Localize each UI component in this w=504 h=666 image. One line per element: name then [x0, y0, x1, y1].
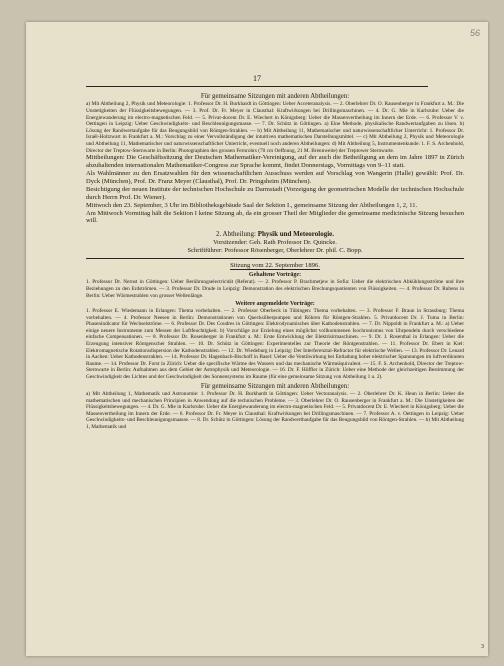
section2-title-bold: Physik und Meteorologie.	[257, 230, 335, 239]
vormittag-paragraph: Am Mittwoch Vormittag hält die Sektion I keine Sitzung ab, da ein grosser Theil der Mitglieder die gemeinsame medicinische Sitzung besuchen will.	[86, 209, 464, 225]
pencil-annotation: 56	[469, 28, 480, 38]
gehaltene-list: 1. Professor Dr. Nernst in Göttingen: Ueber Berührungselectricität (Referat). — 2. Professor P. Brachmetjew in Sofia: Ueber die elektrischen Abkühlungsströme und ihre Beziehungen zu den Erdströmen. — 3. Professor Dr. Drude in Leipzig: Demonstration des elektrischen Brechungsquotienten von Flüssigkeiten. — 4. Professor Dr. Rubens in Berlin: Ueber Wärmestrahlen von grosser Wellenlänge.	[86, 279, 464, 299]
page-content	[86, 91, 464, 431]
gehaltene-label: Gehaltene Vorträge:	[248, 272, 302, 279]
section2-chair: Vorsitzender: Geh. Rath Professor Dr. Quincke.	[213, 239, 337, 247]
section1-heading: Für gemeinsame Sitzungen mit anderen Abtheilungen:	[200, 93, 350, 100]
ausschuss-paragraph: Als Wahlmänner zu den Ersatzwahlen für den wissenschaftlichen Ausschuss werden auf Vorschlag von Wangerin (Halle) gewählt: Prof. Dr. Dyck (München), Prof. Dr. Franz Meyer (Clausthal), Prof. Dr. Pringsheim (München).	[86, 169, 464, 185]
section2-title-prefix: 2. Abtheilung:	[215, 230, 256, 239]
section-divider	[86, 258, 464, 259]
signature-mark: 3	[481, 644, 484, 650]
weitere-list: 1. Professor E. Wiedemann in Erlangen: Thema vorbehalten. — 2. Professor Oberbeck in Tübingen: Thema vorbehalten. — 3. Professor F. Braun in Strassburg: Thema vorbehalten. — 4. Professor Neesen in Berlin: Demonstrationen von Quecksilberpumpen und Röhren für Röntgen-Strahlen. 5. Privatdocent Dr. J. Tuma in Berlin: Phasenindicator für Wechselströme. — 6. Professor Dr. Des Coudres in Göttingen: Elektrodynamisches über Kathodenstrahlen. — 7. Dr. Nippoldt in Frankfurt a. M.: a) Ueber einige neuere Instrumente zum Messen der Luftfeuchtigkeit. b) Vorschläge zur Erzielung eines möglichst vollkommenen Isochronismus von Uhrpendeln durch verschiedene einfache Compensationen. — 8. Professor Dr. Rosenberger in Frankfurt a. M.: Erste Entwicklung der Elektrisirmaschinen. — 9. Dr. J. Rosenthal in Erlangen: Ueber die Erzeugung intensiver Röntgenscher Strahlen. — 10. Dr. Schütz in Göttingen: Experimentelles zur Theorie der Röntgenstrahlen. — 11. Professor Dr. Ebert in Kiel: Elektromagnetische Rotationsdispersion der Kathodenstrahlen. — 12. Dr. Wiedeburg in Leipzig: Der Interferenztal-Refractor für elektrische Wellen. — 13. Professor Dr. Lenard in Aachen: Ueber Kathodenstrahlen. — 14. Professor Dr. Hagenbach-Bischoff in Basel: Ueber die Ventilwirkung bei Entladung hoher elektrischer Spannungen im luftverdünnten Raume. — 14. Professor Dr. Forst in Zürich: Ueber die specifische Wärme des Wassers und das mechanische Wärmeäquivalent. — 15. F. S. Archenhold, Director der Treptow-Sternwarte in Berlin: Aufnahmen aus dem Gebiet der Astrophysik und Meteorologie. — 16. Dr. F. Höffler in Zürich: Ueber eine Methode der gleichzeitigen Bestimmung der Geschwindigkeit des Lichtes und der Geschwindigkeit des Sonnensystems im Raume (für eine gemeinsame Sitzung von Abtheilung 1 u. 2).	[86, 308, 464, 381]
gemeinsame-list: a) Mit Abtheilung 1, Mathematik und Astronomie: 1. Professor Dr. H. Burkhardt in Göttingen: Ueber Vectoranalysis. — 2. Oberlehrer Dr. K. Heun in Berlin: Ueber die mathematischen und mechanischen Principien in Anwendung auf die technischen Probleme. — 3. Oberlehrer Dr. O. Rausenberger in Frankfurt a. M.: Die Unstetigkeiten der Flüssigkeitsbewegungen. — 4. Dr. G. Mie in Karlsruhe: Ueber die Energiewanderung im electro-magnetischen Feld. — 5. Privatdocent Dr. E. Wiechert in Königsberg: Ueber die Massenvertheilung im Innern der Erde. — 6. Professor Dr. Fr. Meyer in Clausthal: Kraftwirkungen bei Drillingsmaschinen. — 7. Professor A. v. Oettingen in Leipzig: Ueber Geschwindigkeits- und Beschleunigungsmaasse. — 8. Dr. Schütz in Göttingen: Lösung der Randwerthaufgabe für das Beugungsbild von Röntgen-Strahlen. — b) Mit Abtheilung 1, Mathematik und	[86, 391, 464, 430]
section2-title	[86, 230, 464, 239]
section2-secretaries: Schriftführer: Professor Rösenberger, Oberlehrer Dr. phil. C. Bopp.	[187, 247, 363, 255]
session-date	[86, 262, 464, 270]
session-date-text: Sitzung vom 22. September 1896.	[230, 262, 320, 270]
document-page	[26, 22, 488, 656]
weitere-label: Weitere angemeldete Vorträge:	[235, 301, 315, 308]
mittheilungen-paragraph: Mittheilungen: Die Geschäftssitzung der Deutschen Mathematiker-Vereinigung, auf der auch die Betheiligung an dem im Jahre 1897 in Zürich abzuhaltenden internationalen Mathematiker-Congress zur Sprache kommt, findet Donnerstags, Vormittags von 9–11 statt.	[86, 154, 464, 170]
mittwoch-paragraph: Mittwoch den 23. September, 3 Uhr im Bibliotheksgebäude Saal der Sektion I., gemeinsame Sitzung der Abtheilungen 1, 2, 11.	[86, 201, 418, 209]
header-rule	[86, 86, 428, 87]
besichtigung-paragraph: Besichtigung der neuen Institute der technischen Hochschule zu Darmstadt (Vorzeigung der geometrischen Modelle der technischen Hochschule durch Herrn Prof. Dr. Wiener).	[86, 185, 464, 201]
page-number: 17	[253, 74, 261, 83]
gemeinsame-heading: Für gemeinsame Sitzungen mit anderen Abtheilungen:	[200, 382, 350, 390]
section1-paragraph: a) Mit Abtheilung 2, Physik und Meteorologie: 1. Professor Dr. H. Burkhardt in Göttingen: Ueber Acceteranalysis. — 2. Oberlehrer Dr. O. Rausenberger in Frankfurt a. M.: Die Unstetigkeiten der Flüssigkeitsbewegungen. — 3. Prof. Dr. Fr. Meyer in Clausthal: Kraftwirkungen bei Drillingsmaschinen. — 4. Dr. G. Mie in Karlsruhe: Ueber die Energiewanderung im electro-magnetischen Feld. — 5. Privat-docent Dr. E. Wiechert in Königsberg: Ueber die Massenvertheilung im Innern der Erde. — 6. Professor V. v. Oettingen in Leipzig: Ueber Geschwindigkeits- und Beschleunigungsmasse. — 7. Dr. Schütz in Göttingen. a) Eine Methode, physikalische Randwertaufgaben zu lösen. b) Lösung der Randwertaufgabe für das Beugungsbild von Röntgen-Strahlen. — b) Mit Abtheilung 11, Mathematischer und naturwissenschaftlicher Unterricht: 1. Professor Dr. Israël-Holtzwart in Frankfurt a. M.: Vorschlag zu einer Vervollständigung der intuitiven mathematischen Darstellungsmittel. — c) Mit Abtheilung 2, Physik und Meteorologie und Abtheilung 11, Mathematischer und naturwissenschaftlicher Unterricht, eventuell noch anderen Abtheilungen: d) Mit Abtheilung 5, Instrumentenkunde: 1. F. S. Archenhold, Director der Treptow-Sternwarte in Berlin: Photographien des grossen Fernrohrs (70 cm Oeffnung, 21 M. Brennweite) der Treptower Sternwarte.	[86, 101, 464, 154]
